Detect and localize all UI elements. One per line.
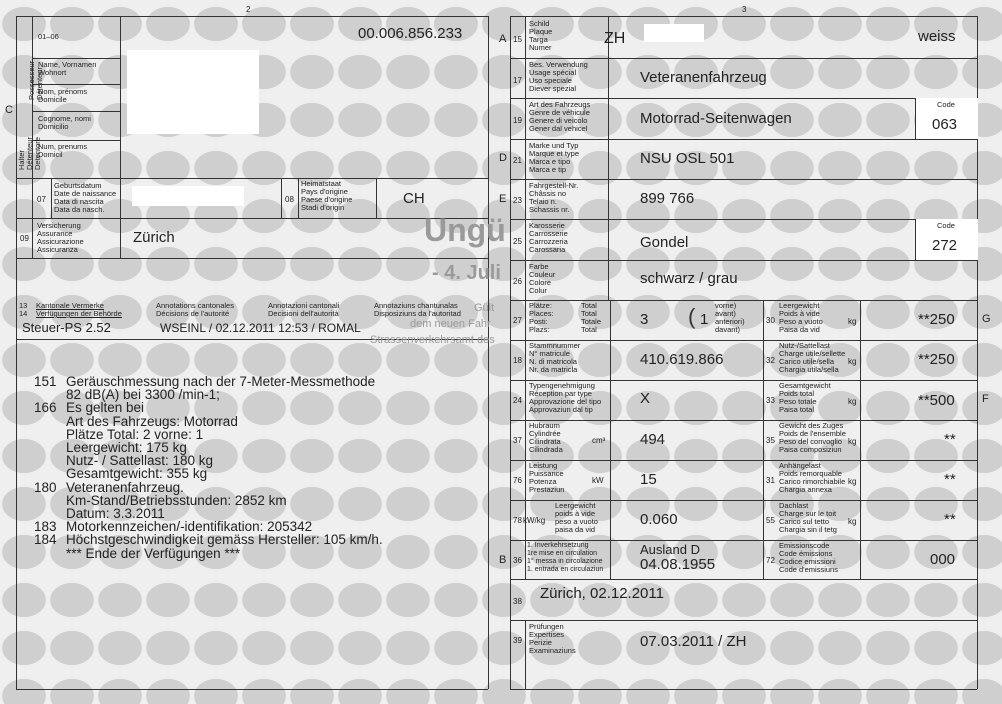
cantonal-fr: Annotations cantonales Décisions de l'autorité [156, 301, 234, 318]
steuer-ps: Steuer-PS 2.52 [22, 320, 111, 335]
power-value: 15 [640, 471, 657, 488]
first-registration-labels: 1. Inverkehrsetzung 1re mise en circulation 1° messa in circolazione 1. entrada en circulaziun [527, 542, 604, 573]
note-text: Datum: 3.3.2011 [66, 506, 165, 522]
field-30: 30 [766, 316, 775, 325]
ratio-labels: Leergewicht poids à vide peso a vuoto paisa da vid [555, 501, 598, 534]
plate-color: weiss [918, 28, 956, 45]
total-weight-value: **500 [918, 392, 955, 409]
name-labels: Name, Vornamen Wohnort [38, 60, 97, 77]
note-number [34, 454, 66, 467]
note-text: Höchstgeschwindigkeit gemäss Hersteller: 105 km/h. [66, 532, 383, 548]
cognome-labels: Cognome, nomi Domicilio [38, 114, 91, 131]
section-letter-a: A [499, 33, 507, 45]
type-labels: Art des Fahrzeugs Genre de véhicule Genere di veicolo Gener dal vehicel [529, 100, 591, 133]
plate-value: ZH [604, 30, 626, 47]
note-number: 166 [34, 400, 57, 416]
type-code-label: Code [937, 100, 955, 109]
nom-labels: Nom, prénoms Domicile [38, 87, 88, 104]
body-code-label: Code [937, 221, 955, 230]
redacted-holder-name [127, 50, 259, 134]
heimat-labels: Heimatstaat Pays d'origine Paese d'origine Stadi d'origin [301, 179, 353, 212]
insurance-labels: Versicherung Assurance Assicurazione Assicuranza [37, 221, 84, 254]
field-36: 36 [513, 556, 522, 565]
kg-unit-32: kg [848, 357, 857, 366]
field-07: 07 [37, 195, 46, 204]
note-number [34, 467, 66, 480]
exam-value: 07.03.2011 / ZH [640, 633, 747, 650]
kg-unit-55: kg [848, 517, 857, 526]
emission-value: 000 [930, 551, 956, 568]
total-weight-labels: Gesamtgewicht Poids total Peso totale Paisa total [779, 381, 831, 414]
section-letter-b: B [499, 554, 507, 566]
front-seats-value: 1 [700, 311, 709, 328]
field-78: 78 [513, 516, 522, 525]
note-number: 151 [34, 374, 57, 389]
power-labels: Leistung Puissance Potenza Prestaziun [529, 461, 565, 494]
body-code-box [915, 219, 978, 261]
body-value: Gondel [640, 234, 689, 251]
field-09: 09 [20, 234, 29, 243]
field-19: 19 [513, 116, 522, 125]
kg-unit-33: kg [848, 397, 857, 406]
stamp-line-1: Gült [474, 302, 495, 314]
first-registration-country: Ausland D [640, 542, 700, 557]
chassis-labels: Fahrgestell-Nr. Châssis no Telaio n. Schassis nr. [529, 181, 579, 214]
field-32: 32 [766, 356, 775, 365]
field-01-06: 01–06 [38, 32, 59, 41]
note-row [34, 481, 474, 494]
field-55: 55 [766, 516, 775, 525]
note-row [34, 401, 474, 414]
note-row [34, 415, 474, 428]
usage-value: Veteranenfahrzeug [640, 69, 767, 86]
paren-open: ( [688, 304, 696, 329]
field-18: 18 [513, 356, 522, 365]
stamp-ungueltig: Ungü [424, 212, 506, 248]
kw-per-kg-unit: kW/kg [523, 516, 546, 525]
note-text: Art des Fahrzeugs: Motorrad [66, 413, 238, 429]
first-registration-date: 04.08.1955 [640, 556, 716, 573]
place-date-value: Zürich, 02.12.2011 [540, 585, 664, 602]
field-21: 21 [513, 156, 522, 165]
redacted-plate-number [644, 24, 704, 42]
field-37: 37 [513, 436, 522, 445]
note-text: Motorkennzeichen/-identifikation: 205342 [66, 519, 313, 535]
color-value: schwarz / grau [640, 270, 738, 287]
type-code-box [915, 98, 978, 140]
num-labels: Num, prenums Domicil [38, 142, 88, 159]
kw-unit: kW [592, 476, 604, 485]
note-number: 184 [34, 532, 57, 548]
owner-side-labels: Possesseur Détenteur [27, 60, 44, 100]
kg-unit-30: kg [848, 317, 857, 326]
birth-labels: Geburtsdatum Date de naissance Data di nascita Data da nasch. [54, 181, 117, 214]
field-15: 15 [513, 35, 522, 44]
insurance-value: Zürich [133, 229, 175, 246]
note-number [34, 547, 66, 560]
note-text: *** Ende der Verfügungen *** [66, 545, 241, 561]
field-08: 08 [285, 195, 294, 204]
stamp-line-2: dem neuen Fahr [410, 318, 491, 330]
note-text: 82 dB(A) bei 3300 /min-1; [66, 387, 220, 403]
cm3-unit: cm³ [592, 436, 606, 445]
train-weight-labels: Gewicht des Zuges Poids de l'ensemble Peso del convoglio Paisa composiziun [779, 421, 846, 454]
note-text: Geräuschmessung nach der 7-Meter-Messmethode [66, 374, 376, 389]
note-number [34, 441, 66, 454]
section-letter-d: D [499, 152, 507, 164]
stamp-date: - 4. Juli [432, 262, 501, 284]
trailer-load-value: ** [944, 471, 956, 488]
field-25: 25 [513, 237, 522, 246]
ratio-value: 0.060 [640, 511, 678, 528]
note-row [34, 533, 474, 546]
type-value: Motorrad-Seitenwagen [640, 110, 792, 127]
matricule-labels: Stammnummer N° matricule N. di matricola Nr. da matricla [529, 341, 581, 374]
payload-labels: Nutz-/Sattellast Charge utile/sellette Carico utile/sella Chargia utila/sella [779, 341, 846, 374]
field-26: 26 [513, 277, 522, 286]
note-number [34, 428, 66, 441]
body-code-value: 272 [932, 237, 958, 254]
emission-labels: Emissionscode Code émissions Codice emissioni Code d'emissiuns [779, 541, 838, 574]
places-labels: Plätze: Places: Posti: Plazs: [529, 301, 554, 334]
chassis-value: 899 766 [640, 190, 695, 207]
field-39: 39 [513, 636, 522, 645]
note-text: Gesamtgewicht: 355 kg [66, 466, 208, 482]
field-33: 33 [766, 396, 775, 405]
holder-side-labels: Halter Détenteur Detentore [17, 137, 42, 170]
field-23: 23 [513, 196, 522, 205]
train-weight-value: ** [944, 431, 956, 448]
plate-labels: Schild Plaque Targa Numer [529, 19, 553, 52]
field-38: 38 [513, 597, 522, 606]
approval-value: X [640, 390, 651, 407]
section-letter-c: C [5, 104, 13, 116]
note-number: 180 [34, 479, 57, 495]
exam-labels: Prüfungen Expertises Perizie Examinaziuns [529, 622, 576, 655]
note-text: Es gelten bei [66, 400, 145, 416]
cantonal-de: Kantonale Vermerke Verfügungen der Behörde [36, 301, 122, 318]
section-letter-e: E [499, 193, 507, 205]
approval-labels: Typengenehmigung Réception par type Approvazione del tipo Approvaziun dal tip [529, 381, 602, 414]
front-labels: vorne) avant) anteriori) davant) [715, 301, 745, 334]
field-72: 72 [766, 556, 775, 565]
notes-block [34, 375, 474, 560]
note-row [34, 467, 474, 480]
page-number-left: 2 [246, 5, 251, 14]
cylinder-value: 494 [640, 431, 666, 448]
cantonal-it: Annotazioni cantonali Decisioni dell'autorità [268, 301, 340, 318]
type-code-value: 063 [932, 116, 958, 133]
places-value: 3 [640, 311, 649, 328]
field-35: 35 [766, 436, 775, 445]
note-row [34, 547, 474, 560]
note-text: Plätze Total: 2 vorne: 1 [66, 426, 204, 442]
page-number-right: 3 [742, 5, 747, 14]
cantonal-rm: Annotaziuns chantunalas Disposiziuns da l'autoritad [374, 301, 461, 318]
kg-unit-31: kg [848, 477, 857, 486]
trailer-load-labels: Anhängelast Poids remorquable Carico rimorchiabile Chargia annexa [779, 461, 846, 494]
field-14: 14 [19, 309, 28, 318]
wseinl-line: WSEINL / 02.12.2011 12:53 / ROMAL [160, 321, 361, 335]
section-letter-f: F [982, 393, 989, 405]
empty-weight-labels: Leergewicht Poids à vide Peso a vuoto Paisa da vid [779, 301, 823, 334]
section-letter-g: G [982, 313, 991, 325]
roof-load-value: ** [944, 511, 956, 528]
field-31: 31 [766, 476, 775, 485]
field-27: 27 [513, 316, 522, 325]
make-value: NSU OSL 501 [640, 150, 735, 167]
note-text: Veteranenfahrzeug. [66, 479, 184, 495]
field-13: 13 [19, 301, 28, 310]
cylinder-labels: Hubraum Cylindrée Cilindrata Cilindrada [529, 421, 563, 454]
kg-unit-35: kg [848, 437, 857, 446]
redacted-birthdate [132, 186, 244, 206]
matricule-value: 410.619.866 [640, 351, 724, 368]
empty-weight-value: **250 [918, 311, 955, 328]
color-labels: Farbe Couleur Colore Colur [529, 262, 556, 295]
document-number: 00.006.856.233 [358, 25, 463, 42]
make-labels: Marke und Typ Marque et type Marca e tipo Marca e tip [529, 141, 580, 174]
field-24: 24 [513, 396, 522, 405]
roof-load-labels: Dachlast Charge sur le toit Carico sul tetto Chargia sin il tetg [779, 501, 837, 534]
note-text: Km-Stand/Betriebsstunden: 2852 km [66, 492, 287, 508]
stamp-line-3: Strassenverkehrsamt des [370, 334, 495, 346]
body-labels: Karosserie Carrosserie Carrozzeria Carossaria [529, 221, 568, 254]
note-text: Leergewicht: 175 kg [66, 440, 187, 456]
field-17: 17 [513, 76, 522, 85]
field-76: 76 [513, 476, 522, 485]
places-total-labels: Total Total Totale Total [581, 301, 602, 334]
usage-labels: Bes. Verwendung Usage spécial Uso speciale Diever spezial [529, 60, 588, 93]
note-text: Nutz- / Sattellast: 180 kg [66, 453, 214, 469]
note-number [34, 415, 66, 428]
heimat-value: CH [403, 190, 425, 207]
note-number: 183 [34, 519, 57, 535]
note-number [34, 494, 66, 507]
payload-value: **250 [918, 351, 955, 368]
